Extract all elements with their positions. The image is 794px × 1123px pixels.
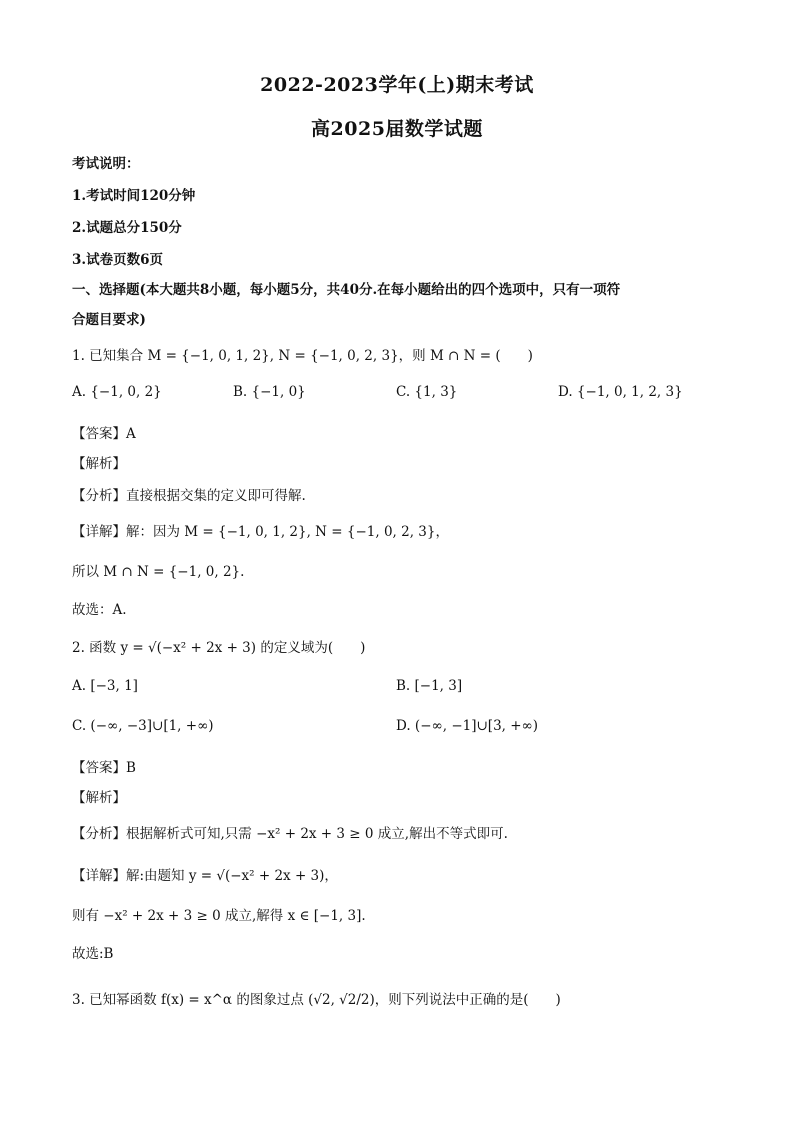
q2-option-a: A. [−3, 1]: [72, 678, 138, 694]
q1-option-b: B. {−1, 0}: [233, 384, 306, 400]
question-2-stem: 2. 函数 y = √(−x² + 2x + 3) 的定义域为( ): [72, 640, 366, 656]
q1-result: 所以 M ∩ N = {−1, 0, 2}.: [72, 564, 245, 580]
q1-answer: 【答案】A: [72, 426, 136, 442]
q2-result: 则有 −x² + 2x + 3 ≥ 0 成立,解得 x ∈ [−1, 3].: [72, 908, 366, 924]
q2-analysis-label: 【解析】: [72, 790, 126, 806]
q2-option-b: B. [−1, 3]: [396, 678, 463, 694]
exam-title: 2022-2023学年(上)期末考试: [260, 74, 534, 96]
q2-option-d: D. (−∞, −1]∪[3, +∞): [396, 718, 539, 734]
instruction-item: 1.考试时间120分钟: [72, 188, 196, 204]
instruction-item: 2.试题总分150分: [72, 220, 182, 236]
q2-fenxi: 【分析】根据解析式可知,只需 −x² + 2x + 3 ≥ 0 成立,解出不等式即可.: [72, 826, 508, 842]
question-3-stem: 3. 已知幂函数 f(x) = x^α 的图象过点 (√2, √2/2)，则下列说法中正确的是( ): [72, 992, 561, 1008]
q1-option-a: A. {−1, 0, 2}: [72, 384, 162, 400]
section-heading: 一、选择题(本大题共8小题，每小题5分，共40分.在每小题给出的四个选项中，只有一项符: [72, 282, 621, 298]
question-1-stem: 1. 已知集合 M = {−1, 0, 1, 2}, N = {−1, 0, 2, 3}，则 M ∩ N = ( ): [72, 348, 533, 364]
q2-choose: 故选:B: [72, 946, 114, 962]
q1-fenxi: 【分析】直接根据交集的定义即可得解.: [72, 488, 306, 504]
q1-analysis-label: 【解析】: [72, 456, 126, 472]
q1-option-c: C. {1, 3}: [396, 384, 458, 400]
q2-option-c: C. (−∞, −3]∪[1, +∞): [72, 718, 214, 734]
q1-choose: 故选：A.: [72, 602, 127, 618]
exam-subtitle: 高2025届数学试题: [311, 118, 483, 140]
instructions-heading: 考试说明：: [72, 156, 140, 172]
q2-detail: 【详解】解:由题知 y = √(−x² + 2x + 3)，: [72, 868, 338, 884]
section-heading-cont: 合题目要求): [72, 312, 146, 328]
instruction-item: 3.试卷页数6页: [72, 252, 163, 268]
q2-answer: 【答案】B: [72, 760, 136, 776]
q1-option-d: D. {−1, 0, 1, 2, 3}: [558, 384, 683, 400]
q1-detail: 【详解】解：因为 M = {−1, 0, 1, 2}, N = {−1, 0, 2, 3}，: [72, 524, 449, 540]
